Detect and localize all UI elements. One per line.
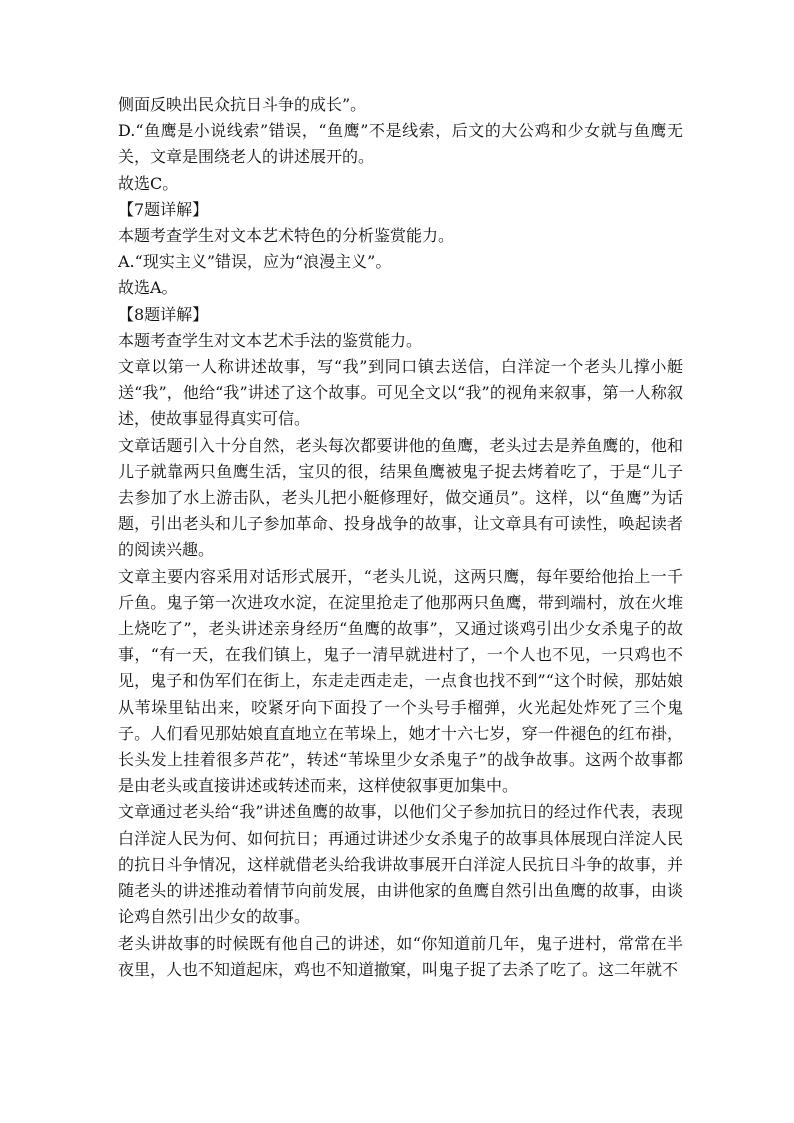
paragraph-7-intro: 本题考查学生对文本艺术特色的分析鉴赏能力。	[118, 226, 455, 246]
answer-a: 故选A。	[118, 278, 178, 298]
paragraph-continuation: 侧面反映出民众抗日斗争的成长”。	[118, 95, 367, 114]
paragraph-topic-introduction: 文章话题引入十分自然，老头每次都要讲他的鱼鹰，老头过去是养鱼鹰的，他和儿子就靠两只鱼鹰生活，宝贝的很，结果鱼鹰被鬼子捉去烤着吃了，于是“儿子去参加了水上游击队，老头儿把小艇修理好，做交通员”。这样，以“鱼鹰”为话题，引出老头和儿子参加革命、投身战争的故事，让文章具有可读性，唤起读者的阅读兴趣。	[118, 435, 683, 560]
paragraph-option-a: A.“现实主义”错误，应为“浪漫主义”。	[118, 252, 392, 272]
paragraph-8-intro: 本题考查学生对文本艺术手法的鉴赏能力。	[118, 330, 423, 350]
section-heading-8: 【8题详解】	[118, 304, 209, 324]
paragraph-storytelling: 老头讲故事的时候既有他自己的讲述，如“你知道前几年，鬼子进村，常常在半夜里，人也不知道起床，鸡也不知道撤窠，叫鬼子捉了去杀了吃了。这二年就不	[118, 933, 683, 979]
paragraph-narration-view: 文章以第一人称讲述故事，写“我”到同口镇去送信，白洋淀一个老头儿撑小艇送“我”，他给“我”讲述了这个故事。可见全文以“我”的视角来叙事，第一人称叙述，使故事显得真实可信。	[118, 357, 683, 429]
paragraph-dialogue-form: 文章主要内容采用对话形式展开，“老头儿说，这两只鹰，每年要给他抬上一千斤鱼。鬼子第一次进攻水淀，在淀里抢走了他那两只鱼鹰，带到端村，放在火堆上烧吃了”，老头讲述亲身经历“鱼鹰的故事”，又通过谈鸡引出少女杀鬼子的故事，“有一天，在我们镇上，鬼子一清早就进村了，一个人也不见，一只鸡也不见，鬼子和伪军们在街上，东走走西走走，一点食也找不到”“这个时候，那姑娘从苇垛里钻出来，咬紧牙向下面投了一个头号手榴弹，火光起处炸死了三个鬼子。人们看见那姑娘直直地立在苇垛上，她才十六七岁，穿一件褪色的红布褂，长头发上挂着很多芦花”，转述“苇垛里少女杀鬼子”的战争故事。这两个故事都是由老头或直接讲述或转述而来，这样使叙事更加集中。	[118, 566, 683, 796]
section-heading-7: 【7题详解】	[118, 199, 209, 219]
paragraph-story-structure: 文章通过老头给“我”讲述鱼鹰的故事，以他们父子参加抗日的经过作代表，表现白洋淀人民为何、如何抗日；再通过讲述少女杀鬼子的故事具体展现白洋淀人民的抗日斗争情况，这样就借老头给我讲故事展开白洋淀人民抗日斗争的故事，并随老头的讲述推动着情节向前发展，由讲他家的鱼鹰自然引出鱼鹰的故事，由谈论鸡自然引出少女的故事。	[118, 802, 683, 927]
paragraph-option-d: D.“鱼鹰是小说线索”错误，“鱼鹰”不是线索，后文的大公鸡和少女就与鱼鹰无关，文章是围绕老人的讲述展开的。	[118, 121, 683, 167]
document-page	[118, 92, 683, 983]
answer-c: 故选C。	[118, 173, 179, 193]
